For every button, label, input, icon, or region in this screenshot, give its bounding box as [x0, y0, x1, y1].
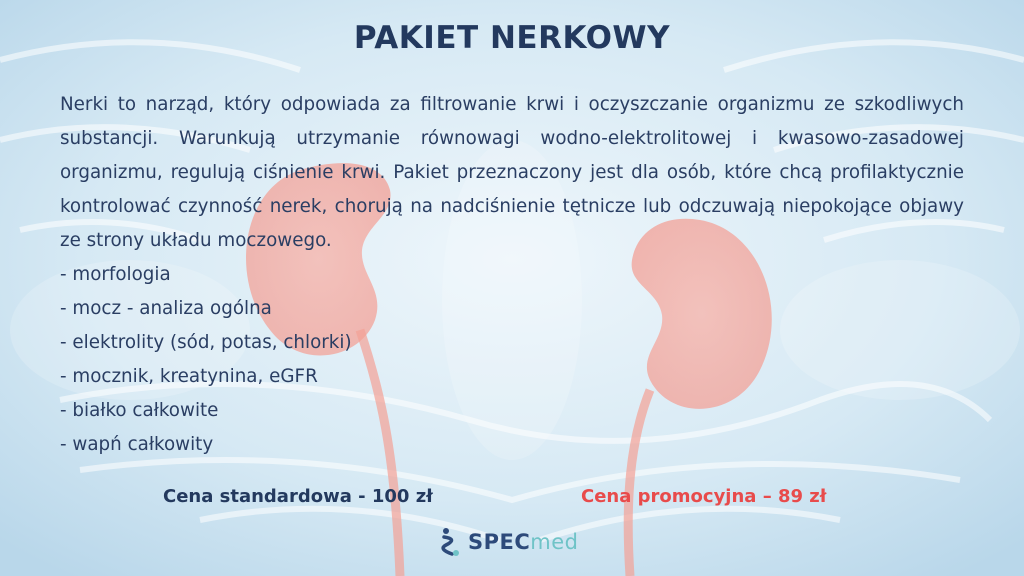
test-item: - mocz - analiza ogólna [60, 298, 272, 319]
test-item: - białko całkowite [60, 400, 219, 421]
page-title: PAKIET NERKOWY [353, 20, 671, 56]
test-item: - morfologia [60, 264, 171, 285]
specmed-logo [440, 526, 579, 558]
package-description: Nerki to narząd, który odpowiada za filtrowanie krwi i oczyszczanie organizmu ze szkodliwych substancji. Warunkują utrzymanie równowagi wodno-elektrolitowej i kwasowo-zasadowej organizmu, regulują ciśnienie krwi. Pakiet przeznaczony jest dla osób, które chcą profilaktycznie kontrolować czynność nerek, chorują na nadciśnienie tętnicze lub odczuwają niepokojące objawy ze strony układu moczowego. [60, 94, 964, 251]
test-item: - wapń całkowity [60, 434, 214, 455]
test-item: - mocznik, kreatynina, eGFR [60, 366, 318, 387]
logo-text-spec: SPEC [468, 530, 531, 554]
logo-text-med: med [530, 530, 579, 554]
tests-list [60, 258, 964, 462]
standard-price: Cena standardowa - 100 zł [163, 486, 433, 507]
test-item: - elektrolity (sód, potas, chlorki) [60, 332, 352, 353]
specmed-logo-icon [440, 527, 462, 557]
package-description-block [60, 88, 964, 462]
logo-wordmark [468, 530, 579, 554]
promo-price: Cena promocyjna – 89 zł [581, 486, 827, 507]
